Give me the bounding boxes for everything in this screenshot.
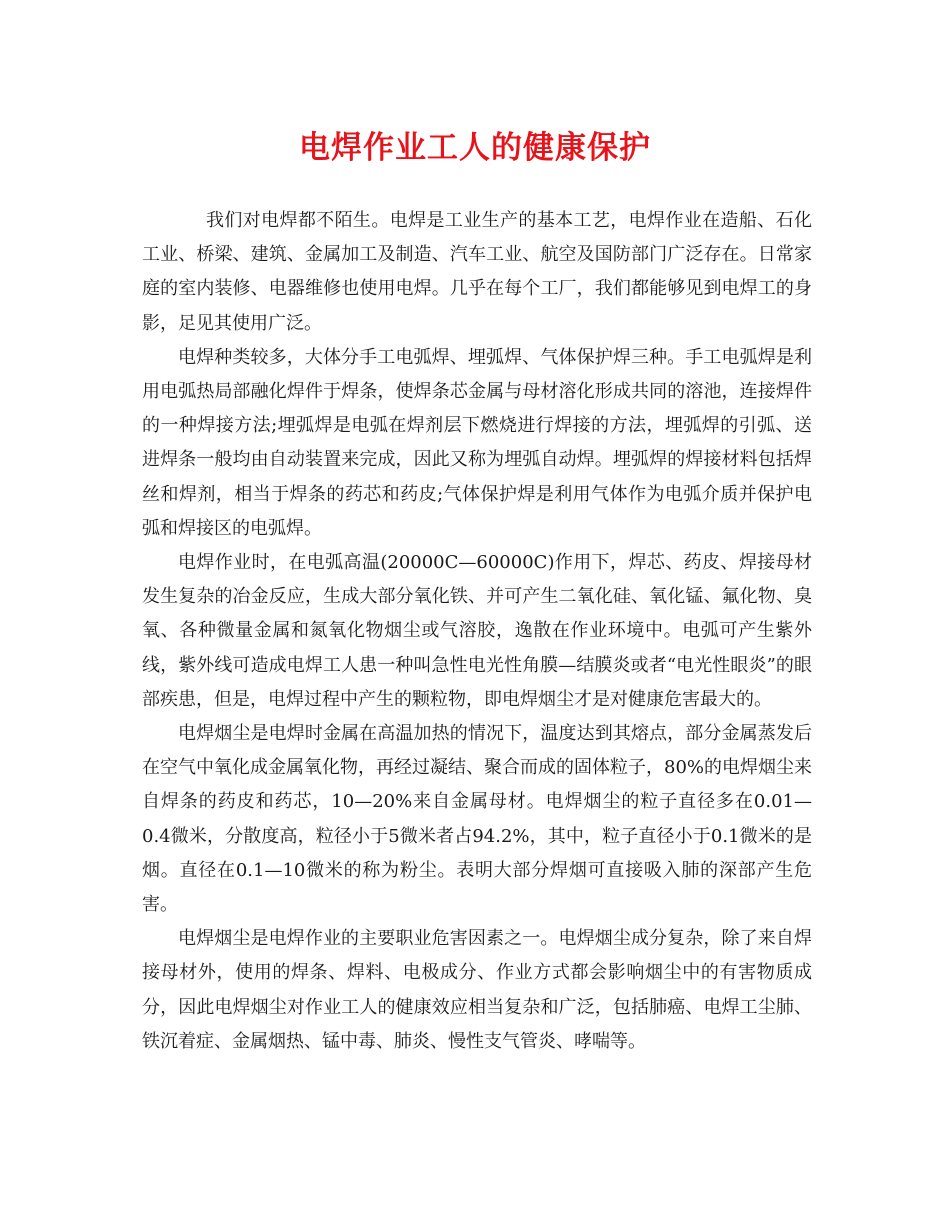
paragraph-5: 电焊烟尘是电焊作业的主要职业危害因素之一。电焊烟尘成分复杂，除了来自焊接母材外，使用的焊条、焊料、电极成分、作业方式都会影响烟尘中的有害物质成分，因此电焊烟尘对作业工人的健康效应相当复杂和广泛，包括肺癌、电焊工尘肺、铁沉着症、金属烟热、锰中毒、肺炎、慢性支气管炎、哮喘等。 <box>142 928 812 1052</box>
paragraph-2: 电焊种类较多，大体分手工电弧焊、埋弧焊、气体保护焊三种。手工电弧焊是利用电弧热局部融化焊件于焊条，使焊条芯金属与母材溶化形成共同的溶池，连接焊件的一种焊接方法;埋弧焊是电弧在焊剂层下燃烧进行焊接的方法，埋弧焊的引弧、送进焊条一般均由自动装置来完成，因此又称为埋弧自动焊。埋弧焊的焊接材料包括焊丝和焊剂，相当于焊条的药芯和药皮;气体保护焊是利用气体作为电弧介质并保护电弧和焊接区的电弧焊。 <box>142 346 812 539</box>
paragraph-3: 电焊作业时，在电弧高温(20000C—60000C)作用下，焊芯、药皮、焊接母材发生复杂的冶金反应，生成大部分氧化铁、并可产生二氧化硅、氧化锰、氟化物、臭氧、各种微量金属和氮氧化物烟尘或气溶胶，逸散在作业环境中。电弧可产生紫外线，紫外线可造成电焊工人患一种叫急性电光性角膜—结膜炎或者“电光性眼炎”的眼部疾患，但是，电焊过程中产生的颗粒物，即电焊烟尘才是对健康危害最大的。 <box>142 552 812 710</box>
paragraph-1: 我们对电焊都不陌生。电焊是工业生产的基本工艺，电焊作业在造船、石化工业、桥梁、建筑、金属加工及制造、汽车工业、航空及国防部门广泛存在。日常家庭的室内装修、电器维修也使用电焊。几乎在每个工厂，我们都能够见到电焊工的身影，足见其使用广泛。 <box>142 210 812 334</box>
paragraph-4: 电焊烟尘是电焊时金属在高温加热的情况下，温度达到其熔点，部分金属蒸发后在空气中氧化成金属氧化物，再经过凝结、聚合而成的固体粒子，80%的电焊烟尘来自焊条的药皮和药芯，10—20%来自金属母材。电焊烟尘的粒子直径多在0.01—0.4微米，分散度高，粒径小于5微米者占94.2%，其中，粒子直径小于0.1微米的是烟。直径在0.1—10微米的称为粉尘。表明大部分焊烟可直接吸入肺的深部产生危害。 <box>142 723 813 916</box>
document-title: 电焊作业工人的健康保护 <box>299 130 651 166</box>
document-body <box>142 204 812 1059</box>
